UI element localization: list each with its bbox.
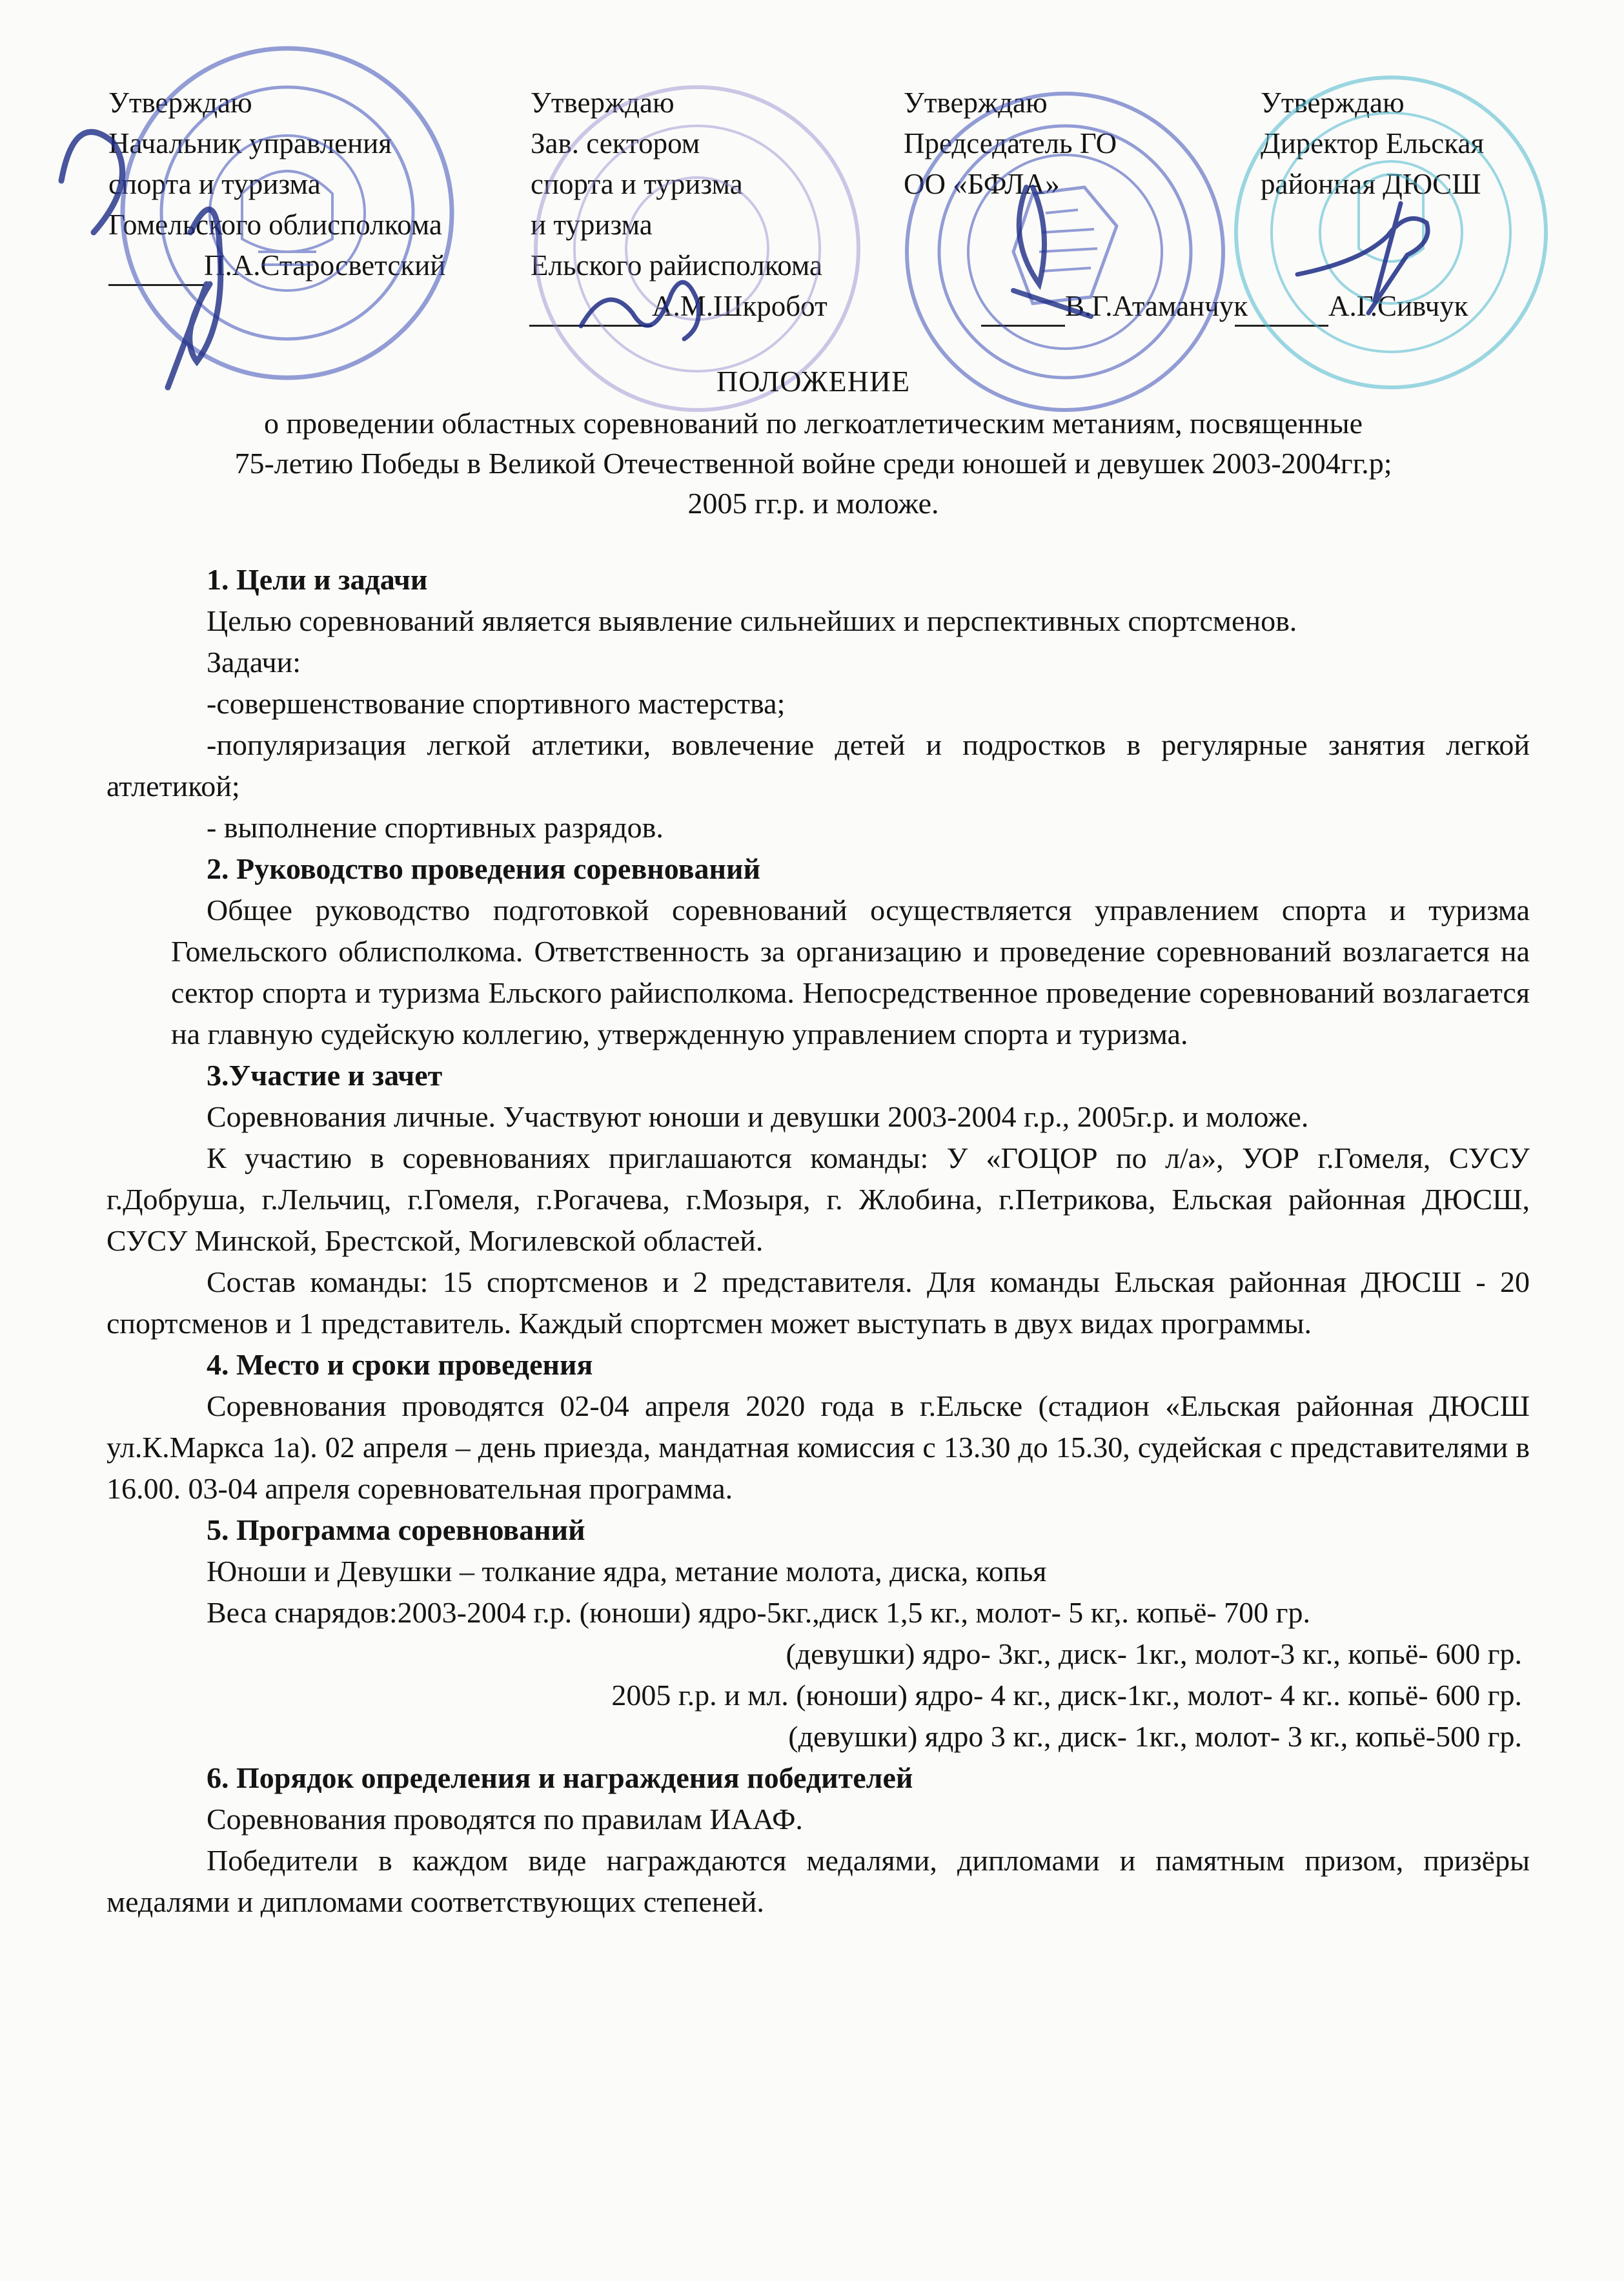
approval-position: спорта и туризма [108,168,321,200]
subtitle-line: 2005 гг.р. и моложе. [687,487,939,520]
participation-text: Состав команды: 15 спортсменов и 2 представителя. Для команды Ельская районная ДЮСШ - 20 спортсменов и 1 представитель. Каждый спортсмен может выступать в двух видах программы. [107,1265,1530,1340]
task-item: -популяризация легкой атлетики, вовлечение детей и подростков в регулярные занятия легкой атлетикой; [107,728,1530,803]
venue-text: Соревнования проводятся 02-04 апреля 2020 года в г.Ельске (стадион «Ельская районная ДЮСШ ул.К.Маркса 1а). 02 апреля – день приезда, мандатная комиссия с 13.30 до 15.30, судейская с представителями в 16.00. 03-04 апреля соревновательная программа. [107,1389,1530,1505]
weights-row: Веса снарядов:2003-2004 г.р. (юноши) ядро-5кг.,диск 1,5 кг., молот- 5 кг,. копьё- 700 гр. [207,1596,1311,1629]
approval-word: Утверждаю [108,87,252,119]
awards-text: Соревнования проводятся по правилам ИААФ. [207,1803,803,1836]
tasks-label: Задачи: [207,646,301,679]
weights-row: (девушки) ядро- 3кг., диск- 1кг., молот-3 кг., копьё- 600 гр. [786,1637,1522,1670]
approver-name: П.А.Старосветский [204,249,446,281]
task-item: - выполнение спортивных разрядов. [207,811,664,844]
weights-row: 2005 г.р. и мл. (юноши) ядро- 4 кг., диск-1кг., молот- 4 кг.. копьё- 600 гр. [611,1679,1522,1712]
signature-line [981,296,1065,327]
approval-position: Начальник управления [108,127,392,159]
section-heading-management: 2. Руководство проведения соревнований [207,852,761,885]
approval-block-sports-school [1261,83,1485,322]
approver-name: А.Г.Сивчук [1328,290,1468,322]
weights-row: (девушки) ядро 3 кг., диск- 1кг., молот- 3 кг., копьё-500 гр. [788,1720,1522,1753]
section-heading-program: 5. Программа соревнований [207,1513,585,1546]
approval-position: спорта и туризма [531,168,743,200]
approval-block-regional-sport-dept [108,83,445,286]
approver-name: В.Г.Атаманчук [1065,290,1248,322]
approval-position: Гомельского облисполкома [108,209,442,241]
subtitle-line: 75-летию Победы в Великой Отечественной войне среди юношей и девушек 2003-2004гг.р; [234,447,1392,480]
approval-word: Утверждаю [531,87,675,119]
approval-position: районная ДЮСШ [1261,168,1481,200]
document-body [107,559,1530,1923]
approval-word: Утверждаю [904,87,1048,119]
approval-word: Утверждаю [1261,87,1405,119]
participation-text: К участию в соревнованиях приглашаются команды: У «ГОЦОР по л/а», УОР г.Гомеля, СУСУ г.Добруша, г.Лельчиц, г.Гомеля, г.Рогачева, г.Мозыря, г. Жлобина, г.Петрикова, Ельская районная ДЮСШ, СУСУ Минской, Брестской, Могилевской областей. [107,1141,1530,1257]
task-item: -совершенствование спортивного мастерства; [207,687,786,720]
approval-block-district-sector [531,83,827,322]
approval-position: Председатель ГО [904,127,1117,159]
program-events: Юноши и Девушки – толкание ядра, метание молота, диска, копья [207,1555,1047,1588]
approval-position: Ельского райисполкома [531,249,823,281]
approver-name: А.М.Шкробот [652,290,827,322]
document-title: ПОЛОЖЕНИЕ [716,365,911,398]
document-subtitle [71,404,1556,524]
management-text: Общее руководство подготовкой соревнований осуществляется управлением спорта и туризма Гомельского облисполкома. Ответственность за организацию и проведение соревнований возлагается на сектор спорта и туризма Ельского райисполкома. Непосредственное проведение соревнований возлагается на главную судейскую коллегию, утвержденную управлением спорта и туризма. [171,894,1530,1050]
section-heading-awards: 6. Порядок определения и награждения победителей [207,1761,913,1794]
section-heading-participation: 3.Участие и зачет [207,1059,443,1092]
participation-text: Соревнования личные. Участвуют юноши и девушки 2003-2004 г.р., 2005г.р. и моложе. [207,1100,1309,1133]
approval-position: ОО «БФЛА» [904,168,1060,200]
approval-position: и туризма [531,209,653,241]
signature-line [1235,296,1328,327]
signature-line [108,256,204,286]
section-heading-venue: 4. Место и сроки проведения [207,1348,593,1381]
approval-block-athletics-federation [904,83,1248,322]
section-heading-goals: 1. Цели и задачи [207,563,428,596]
approval-position: Зав. сектором [531,127,700,159]
subtitle-line: о проведении областных соревнований по легкоатлетическим метаниям, посвященные [263,407,1363,440]
approval-position: Директор Ельская [1261,127,1485,159]
awards-text: Победители в каждом виде награждаются медалями, дипломами и памятным призом, призёры медалями и дипломами соответствующих степеней. [107,1844,1530,1918]
signature-line [529,296,652,327]
goals-purpose: Целью соревнований является выявление сильнейших и перспективных спортсменов. [207,604,1297,637]
